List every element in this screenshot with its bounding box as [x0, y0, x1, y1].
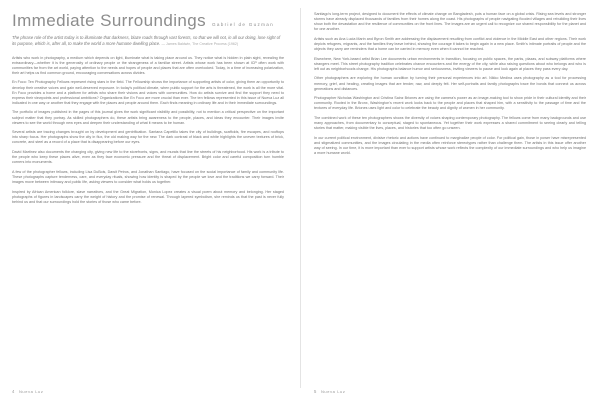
body-paragraph: Several artists are tracing changes brought on by development and gentrification. Santana Capetillo takes the city of buildings, scaffolds, fire escapes, and rooftops into sharp focus. Her photographs show the city in flux, the old making way for the new. The dark contrast of black and white highlights the uneven textures of brick, concrete, and steel as a record of a place that is disappearing before our eyes. [12, 130, 284, 145]
body-paragraph: Elsewhere, New York-based artist Brian Lee documents urban environments in transition, focusing on public spaces, the parks, plazas, and subway platforms where strangers meet. This street photography tradition celebrates chance encounters and the energy of the city, while also raising questions about who belongs and who is left out as neighborhoods change. His photographs balance humor and seriousness, inviting viewers to pause and look again at places they pass every day. [314, 56, 586, 71]
gutter-divider [300, 8, 301, 388]
intro-caption: — James Baldwin, The Creative Process (1962) [161, 41, 239, 46]
body-paragraph: A few of the photographer fellows, including Lisa DuBois, Dawit Petros, and Jonathan Santiago, have focused on the social importance of family and community life. These photographs capture tenderness, care, and everyday rituals, showing how identity is shaped by the people we love and the traditions we carry forward. Their images move between intimacy and public life, asking viewers to consider what holds us together. [12, 169, 284, 184]
footer-left [12, 389, 43, 394]
body-paragraph: Inspired by African American folklore, slave narratives, and the Great Migration, Monica Lopez creates a visual poem about memory and belonging. Her staged photographs of figures in landscapes carry the weight of history and the promise of renewal. Through layered symbolism, she reminds us that the past is never fully behind us and that our surroundings hold the stories of those who came before. [12, 189, 284, 204]
left-column [12, 12, 284, 209]
intro-text: The phrase role of the artist today is to illuminate that darkness, blaze roads through vast forests, so that we will not, in all our doing, lose sight of its purpose, which is, after all, to make the world a more humane dwelling place. [12, 35, 281, 46]
publication-name: Nueva Luz [18, 389, 44, 394]
body-paragraph: Santiago's long-term project, designed to document the effects of climate change on Bangladesh, puts a human face on a global crisis. Rising sea levels and stronger storms have already displaced thousands of families from their homes along the coast. His photographs of people navigating flooded villages and rebuilding their lives show both the devastation and the resilience of communities on the front lines. The images are an urgent call to recognize our shared responsibility for the planet and for one another. [314, 12, 586, 32]
body-paragraph: The portfolio of images published in the pages of this journal gives the work significant visibility and possibility, not to mention a critical perspective on the important subject matter that they portray. As skilled photographers do, these artists bring awareness to the people, places, and ideas they encounter. Their images invite viewers to see the world through new eyes and deepen their understanding of what it means to be human. [12, 110, 284, 125]
body-paragraph: In our current political environment, divisive rhetoric and actions have continued to marginalize people of color. For political gain, those in power have misrepresented and stigmatized communities, and the images circulating in the media often reinforce stereotypes rather than challenge them. The artists in this issue offer another way of seeing. In our time, it is more important than ever to support artists whose work reflects the complexity of our immediate surroundings and who help us imagine a more humane world. [314, 135, 586, 156]
body-paragraph: The combined work of these ten photographers shows the diversity of voices shaping contemporary photography. The fellows come from many backgrounds and use many approaches, from documentary to conceptual, staged to spontaneous. Yet together their work expresses a shared commitment to seeing clearly and telling stories that matter, making visible the lives, places, and histories that too often go unseen. [314, 116, 586, 131]
article-author: Gabriel de Guzman [212, 22, 274, 27]
body-paragraph: David Martinez also documents the changing city, giving new life to the storefronts, signs, and murals that line the streets of his neighborhood. His work is a tribute to the people who keep these places alive, even as they face economic pressure and the threat of displacement. Bright color and careful composition turn humble corners into monuments. [12, 150, 284, 165]
page-number: 5 [314, 389, 317, 394]
intro-quote [12, 35, 284, 48]
body-paragraph: Artists who work in photography, a medium which depends on light, illuminate what is taking place around us. They notice what is hidden in plain sight, revealing the extraordinary—whether it is the generosity of ordinary people or the strangeness of a familiar street. Artists whose work has been shown at ICP often work with communities far from the art world, paying attention to the needs and hopes of people and places that are often overlooked. Today, in a time of increasing polarization, their art helps us find common ground, encouraging conversations across divides. [12, 55, 284, 75]
page-number: 4 [12, 389, 15, 394]
article-header [12, 12, 284, 29]
body-paragraph: Other photographers are exploring the human condition by turning their personal experiences into art. Nikko Medina uses photography as a tool for processing memory, grief, and healing, creating images that are tender, raw, and deeply felt. Her self-portraits and family photographs trace the bonds that connect us across generations and distances. [314, 76, 586, 91]
body-paragraph: Artists such as Ana Lucia Marin and Byron Smith are addressing the displacement resulting from conflict and violence in the Middle East and other regions. Their work depicts refugees, migrants, and the families they leave behind, showing the courage it takes to begin again in a new place. Smith's intimate portraits of people and the objects they carry are reminders that a home can be carried in memory even when it cannot be reached. [314, 36, 586, 52]
right-column [314, 12, 586, 161]
footer-right [314, 389, 345, 394]
body-paragraph: En Foco: Ten Photography Fellows represent rising stars in the field. The Fellowship shows the importance of supporting artists of color, giving them an opportunity to develop their creative voices and gain well-deserved exposure. In today's political climate, when public support for the arts is threatened, the work is all the more vital. En Foco provides a home and a platform for artists who share their visions and voices with communities. How do artists survive and find the support they need to express their viewpoints and professional ambitions? Organizations like En Foco are more crucial than ever. The ten fellows represented in this issue of Nueva Luz all indicated in one way or another that they engage with the places and people around them. Each finds meaning in ordinary life and in their immediate surroundings. [12, 80, 284, 105]
publication-name: Nueva Luz [320, 389, 346, 394]
article-title: Immediate Surroundings [12, 11, 207, 30]
body-paragraph: Photographer Nicholas Washington and Cristina Sainz Briones are using the camera's power as an image-making tool to show pride in their cultural identity and their community. Rooted in the Bronx, Washington's recent work looks back to the people and places that shaped him, with a sensitivity to the passage of time and the textures of everyday life. Briones uses light and color to celebrate the beauty and dignity of women in her community. [314, 96, 586, 111]
